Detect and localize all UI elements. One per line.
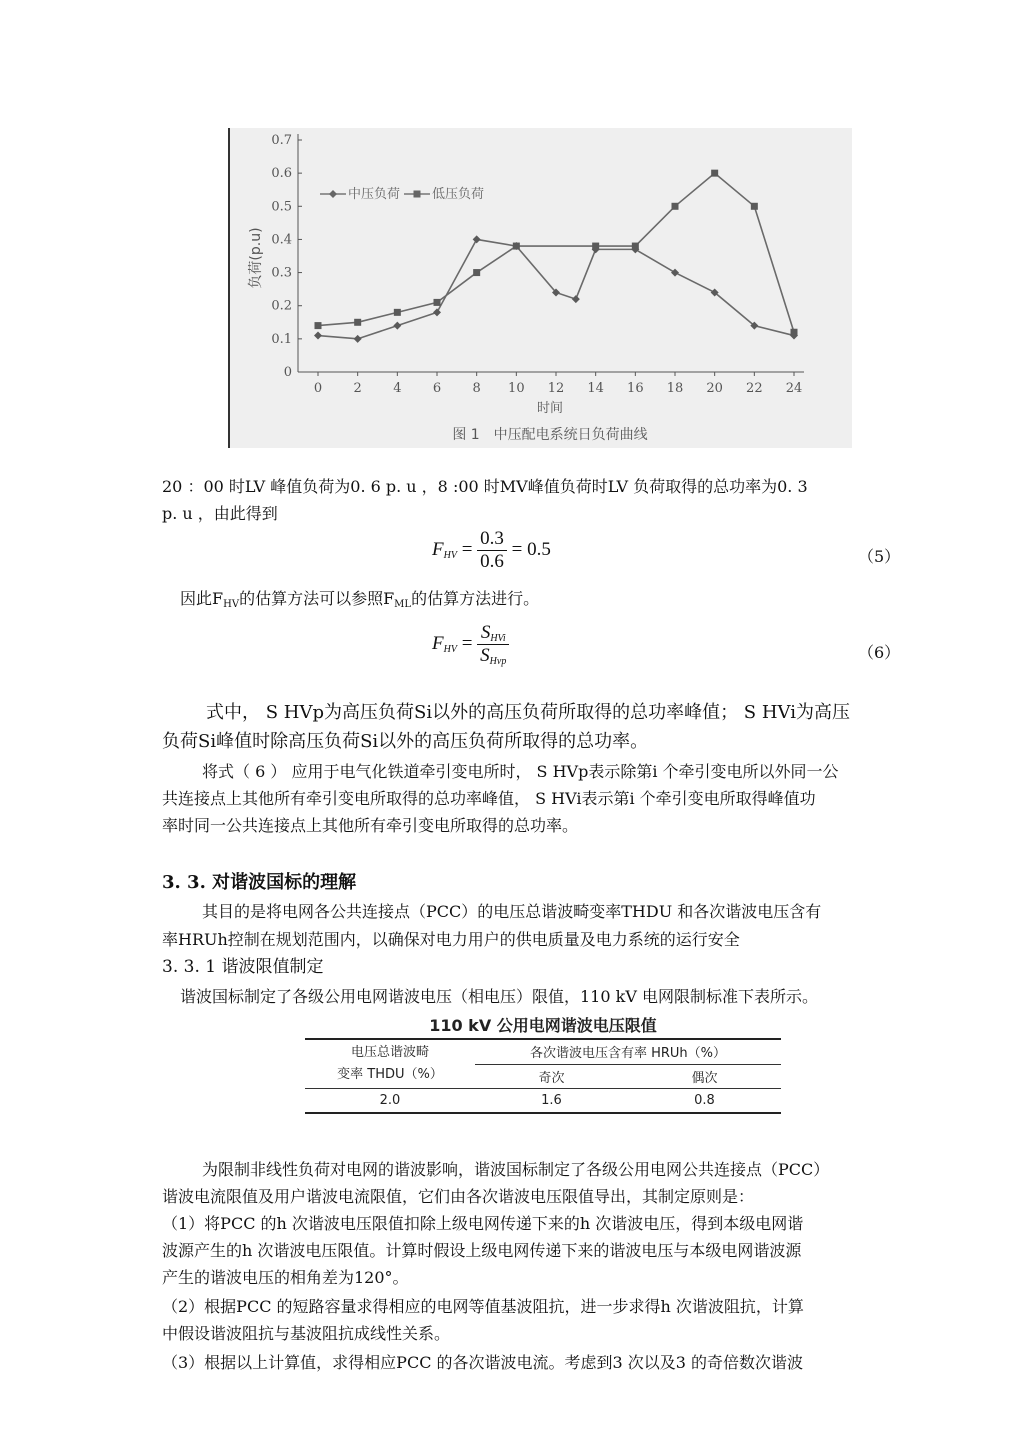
- lv-load-point: [394, 309, 401, 316]
- lv-load-point: [473, 269, 480, 276]
- thd-header-line-2: 变率 THDU（%）: [337, 1067, 443, 1082]
- lv-load-point: [711, 170, 718, 177]
- lv-load-point: [632, 243, 639, 250]
- odd-value: 1.6: [475, 1089, 628, 1114]
- section-3-3-heading: 3. 3. 对谐波国标的理解: [162, 872, 357, 893]
- x-tick-label: 6: [432, 381, 442, 396]
- paragraph-7-line-1: 为限制非线性负荷对电网的谐波影响，谐波国标制定了各级公用电网公共连接点（PCC）: [202, 1160, 830, 1179]
- mv-load-point: [671, 269, 679, 277]
- p2-sub-2: ML: [394, 599, 412, 610]
- x-tick-label: 0: [313, 381, 323, 396]
- x-tick-label: 18: [666, 381, 684, 396]
- x-axis-label: 时间: [536, 401, 564, 416]
- eq6-numerator: S: [480, 622, 491, 643]
- y-tick-label: 0.1: [271, 331, 292, 347]
- y-tick-label: 0.5: [271, 199, 292, 215]
- thd-header-cell: [305, 1039, 475, 1089]
- thd-value: 2.0: [305, 1089, 475, 1114]
- eq6-fraction: [477, 622, 509, 667]
- legend-diamond-marker: [329, 190, 337, 198]
- eq5-denominator: 0.6: [480, 551, 504, 572]
- paragraph-4-line-2: 共连接点上其他所有牵引变电所取得的总功率峰值， S HVi表示第i 个牵引变电所取得峰值功: [162, 789, 816, 808]
- paragraph-9-line-2: 中假设谐波阻抗与基波阻抗成线性关系。: [162, 1324, 451, 1343]
- mv-load-point: [473, 235, 481, 243]
- x-tick-label: 20: [706, 381, 723, 396]
- x-tick-label: 12: [547, 381, 565, 396]
- lv-load-point: [354, 319, 361, 326]
- x-tick-label: 8: [472, 381, 481, 396]
- paragraph-4-line-1: 将式（ 6 ） 应用于电气化铁道牵引变电所时， S HVp表示除第i 个牵引变电所以外同一公: [202, 762, 839, 781]
- p2-sub-1: HV: [223, 599, 240, 610]
- equation-6: $F_{HV}$ = $\frac{S_{HVi}}{S_{Hvp}}$: [432, 622, 509, 667]
- eq6-numerator-sub: HVi: [490, 633, 506, 644]
- lv-load-point: [592, 243, 599, 250]
- mv-load-point: [572, 295, 580, 303]
- paragraph-8-line-1: （1）将PCC 的h 次谐波电压限值扣除上级电网传递下来的h 次谐波电压，得到本级电网谐: [162, 1214, 804, 1233]
- load-curve-chart: [228, 128, 852, 448]
- paragraph-8-line-3: 产生的谐波电压的相角差为120°。: [162, 1268, 409, 1287]
- even-value: 0.8: [628, 1089, 781, 1114]
- lv-load-point: [315, 322, 322, 329]
- x-tick-label: 22: [746, 381, 763, 396]
- table-title: 110 kV 公用电网谐波电压限值: [429, 1016, 657, 1035]
- legend-square-marker: [414, 191, 421, 198]
- eq5-rhs: = 0.5: [511, 538, 551, 560]
- hru-group-header: 各次谐波电压含有率 HRUh（%）: [475, 1039, 781, 1064]
- eq5-label: （5）: [858, 547, 901, 566]
- section-3-3-1-heading: 3. 3. 1 谐波限值制定: [162, 957, 324, 977]
- y-tick-label: 0.7: [271, 133, 292, 148]
- even-header: 偶次: [628, 1064, 781, 1089]
- x-tick-label: 10: [508, 381, 525, 396]
- p2-part-c: 的估算方法进行。: [411, 589, 540, 608]
- load-curve-figure: [228, 128, 852, 448]
- figure-caption: 图 1 中压配电系统日负荷曲线: [452, 427, 648, 443]
- eq5-lhs: F: [432, 538, 444, 560]
- y-axis-label: 负荷(p.u): [248, 227, 264, 289]
- eq6-lhs: F: [432, 632, 444, 654]
- paragraph-9-line-1: （2）根据PCC 的短路容量求得相应的电网等值基波阻抗，进一步求得h 次谐波阻抗，计算: [162, 1297, 804, 1316]
- x-tick-label: 4: [393, 381, 402, 396]
- mv-load-point: [354, 335, 362, 343]
- mv-load-point: [314, 332, 322, 340]
- paragraph-5-line-2: 率HRUh控制在规划范围内，以确保对电力用户的供电质量及电力系统的运行安全: [162, 930, 740, 949]
- lv-load-point: [434, 299, 441, 306]
- eq6-denominator-sub: Hvp: [489, 656, 507, 667]
- y-tick-label: 0.4: [271, 232, 292, 248]
- mv-load-point: [393, 322, 401, 330]
- lv-load-point: [751, 203, 758, 210]
- legend: [320, 186, 484, 202]
- lv-load-point: [672, 203, 679, 210]
- x-tick-label: 16: [627, 381, 644, 396]
- p2-part-a: 因此F: [180, 589, 224, 608]
- y-tick-label: 0.6: [271, 166, 292, 182]
- eq6-lhs-sub: HV: [443, 643, 457, 655]
- eq6-label: （6）: [858, 643, 901, 662]
- p2-part-b: 的估算方法可以参照F: [239, 589, 395, 608]
- legend-lv: 低压负荷: [432, 187, 485, 202]
- paragraph-5-line-1: 其目的是将电网各公共连接点（PCC）的电压总谐波畸变率THDU 和各次谐波电压含有: [202, 902, 822, 921]
- lv-load-point: [791, 329, 798, 336]
- paragraph-7-line-2: 谐波电流限值及用户谐波电流限值，它们由各次谐波电压限值导出，其制定原则是：: [162, 1187, 755, 1206]
- y-tick-label: 0: [283, 365, 292, 380]
- harmonic-limit-table: [305, 1013, 781, 1114]
- y-tick-label: 0.2: [271, 298, 292, 314]
- paragraph-10-line-1: （3）根据以上计算值，求得相应PCC 的各次谐波电流。考虑到3 次以及3 的奇倍数次谐波: [162, 1353, 804, 1372]
- thd-header-line-1: 电压总谐波畸: [350, 1045, 429, 1060]
- eq5-numerator: 0.3: [477, 528, 507, 551]
- equation-5: $F_{HV}$ = $\frac{0.3}{0.6}$ = 0.5: [432, 528, 551, 572]
- paragraph-1-line-1: 20 ：00 时LV 峰值负荷为0. 6 p. u ，8 :00 时MV峰值负荷时LV 负荷取得的总功率为0. 3: [162, 477, 808, 496]
- paragraph-8-line-2: 波源产生的h 次谐波电压限值。计算时假设上级电网传递下来的谐波电压与本级电网谐波源: [162, 1241, 802, 1260]
- paragraph-3-line-1: 式中， S HVp为高压负荷Si以外的高压负荷所取得的总功率峰值； S HVi为高压: [206, 702, 850, 723]
- paragraph-6: 谐波国标制定了各级公用电网谐波电压（相电压）限值，110 kV 电网限制标准下表所示。: [180, 987, 818, 1006]
- paragraph-2: [180, 585, 539, 618]
- odd-header: 奇次: [475, 1064, 628, 1089]
- eq6-denominator: S: [480, 645, 490, 666]
- paragraph-4-line-3: 率时同一公共连接点上其他所有牵引变电所取得的总功率。: [162, 816, 579, 835]
- x-tick-label: 14: [587, 381, 604, 396]
- mv-load-point: [433, 308, 441, 316]
- paragraph-1-line-2: p. u ，由此得到: [162, 504, 278, 523]
- lv-load-point: [513, 243, 520, 250]
- x-tick-label: 24: [785, 381, 803, 396]
- y-tick-label: 0.3: [271, 265, 292, 281]
- eq5-lhs-sub: HV: [443, 549, 457, 561]
- legend-mv: 中压负荷: [348, 187, 401, 202]
- x-tick-label: 2: [353, 381, 362, 396]
- paragraph-3-line-2: 负荷Si峰值时除高压负荷Si以外的高压负荷所取得的总功率。: [162, 731, 649, 752]
- eq5-fraction: [477, 528, 507, 573]
